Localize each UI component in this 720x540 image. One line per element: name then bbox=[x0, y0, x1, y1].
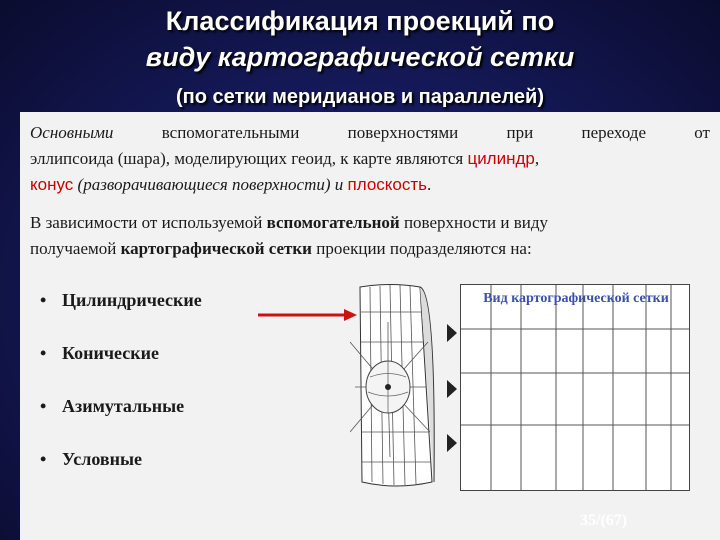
subtitle: (по сетки меридианов и параллелей) bbox=[175, 86, 545, 108]
grid-label: Вид картографической сетки bbox=[483, 291, 669, 306]
intro-word-1: Основными bbox=[30, 123, 114, 142]
bullet-dot-icon: • bbox=[40, 449, 47, 469]
list-item bbox=[40, 343, 202, 396]
cartographic-grid-panel bbox=[460, 284, 690, 491]
intro-paragraph bbox=[30, 120, 710, 198]
class-e: картографической сетки bbox=[120, 239, 312, 258]
class-c: поверхности и виду bbox=[403, 213, 548, 232]
period: . bbox=[427, 175, 432, 194]
list-item bbox=[40, 449, 202, 502]
bullet-label: Цилиндрические bbox=[62, 290, 202, 310]
bullet-dot-icon: • bbox=[40, 396, 47, 416]
content-panel bbox=[20, 112, 720, 540]
bullet-dot-icon: • bbox=[40, 343, 47, 363]
intro-line-2 bbox=[30, 146, 710, 172]
intro-word-5: переходе bbox=[581, 123, 646, 142]
intro-word-6: от bbox=[694, 123, 710, 142]
intro-line-2-text: эллипсоида (шара), моделирующих геоид, к карте являются bbox=[30, 149, 464, 168]
title-line-1: Классификация проекций по bbox=[165, 6, 555, 36]
intro-word-2: вспомогательными bbox=[161, 123, 300, 142]
intro-word-3: поверхностями bbox=[347, 123, 459, 142]
page-number: 35/(67) bbox=[580, 512, 628, 529]
intro-line-3 bbox=[30, 172, 710, 198]
term-cone: конус bbox=[30, 175, 74, 194]
bullet-label: Конические bbox=[62, 343, 159, 363]
bullet-label: Условные bbox=[62, 449, 143, 469]
intro-line-1 bbox=[30, 120, 710, 146]
list-item bbox=[40, 396, 202, 449]
class-b: вспомогательной bbox=[266, 213, 400, 232]
title-line-2: виду картографической сетки bbox=[145, 42, 575, 72]
term-plane: плоскость bbox=[347, 175, 428, 194]
class-f: проекции подразделяются на: bbox=[316, 239, 532, 258]
transfer-arrows-icon bbox=[445, 324, 459, 454]
cylindrical-projection-diagram bbox=[350, 282, 460, 492]
list-item bbox=[40, 290, 202, 343]
bullet-label: Азимутальные bbox=[62, 396, 185, 416]
class-line-1 bbox=[30, 210, 710, 236]
intro-word-4: при bbox=[506, 123, 534, 142]
projection-types-list bbox=[40, 290, 202, 502]
grid-lines bbox=[461, 285, 689, 490]
class-line-2 bbox=[30, 236, 710, 262]
comma: , bbox=[534, 149, 540, 168]
classification-paragraph bbox=[30, 210, 710, 262]
class-d: получаемой bbox=[30, 239, 117, 258]
intro-mid: (разворачивающиеся поверхности) и bbox=[77, 175, 344, 194]
red-arrow-icon bbox=[258, 308, 358, 322]
bullet-dot-icon: • bbox=[40, 290, 47, 310]
term-cylinder: цилиндр bbox=[467, 149, 535, 168]
class-a: В зависимости от используемой bbox=[30, 213, 263, 232]
